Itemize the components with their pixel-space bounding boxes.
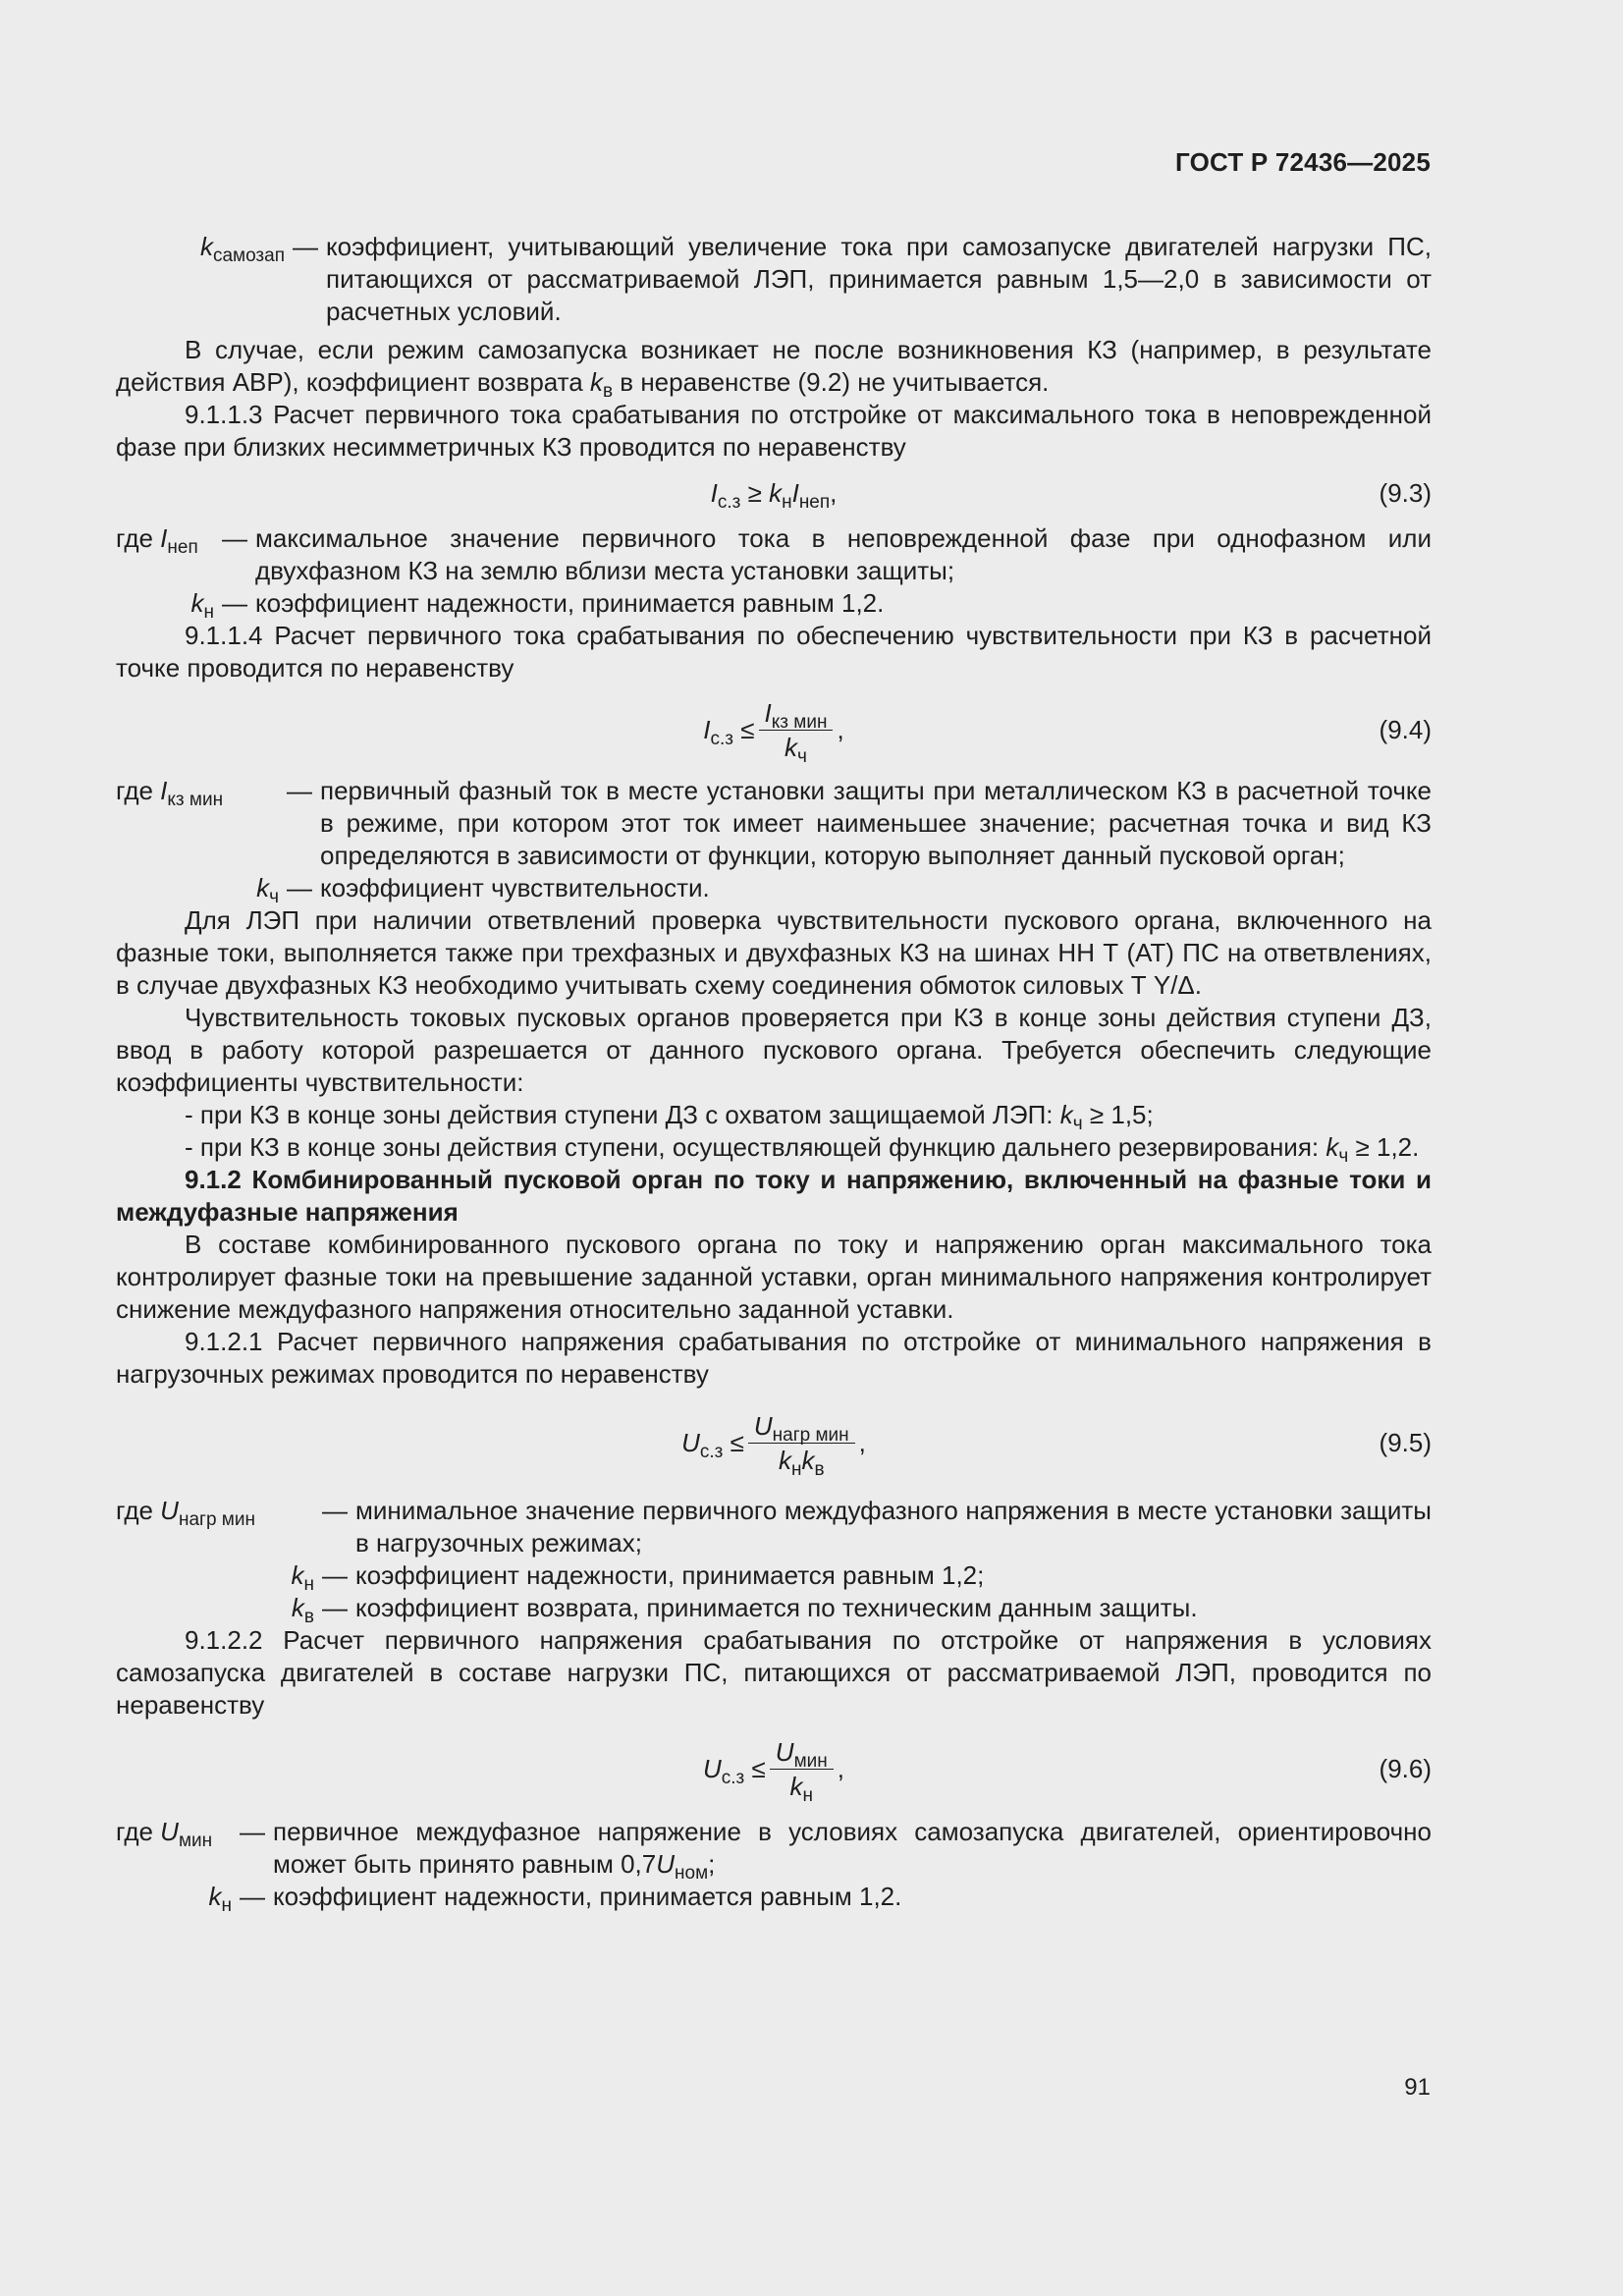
fraction: $\frac{U_{нагр мин}}{k_нk_в}$ [748,1411,855,1475]
list-item-1: - при КЗ в конце зоны действия ступени ДЗ с охватом защищаемой ЛЭП: $k_ч \ge 1,5$; [185,1100,1154,1134]
definition-u-min: где $U_{мин}$ — первичное междуфазное напряжение в условиях самозапуска двигателей, ориентировочно может быть принято равным $0,7U_{ном}$; [116,1817,1432,1884]
paragraph-9-1-2-2: 9.1.2.2 Расчет первичного напряжения срабатывания по отстройке от напряжения в условиях самозапуска двигателей в составе нагрузки ПС, питающихся от рассматриваемой ЛЭП, проводится по неравенству [116,1625,1432,1720]
formula-9-4: $I_{с.з}$ ≤ $\frac{I_{кз мин}}{k_ч}$ , (9.4) [703,697,1432,767]
list-item-2: - при КЗ в конце зоны действия ступени, осуществляющей функцию дальнего резервирования: $k_ч \ge 1,2$. [185,1132,1420,1167]
term: $k_{самозап}$ [199,232,285,266]
definition-k-ch: $k_ч$ — коэффициент чувствительности. [256,873,710,907]
formula-9-6: $U_{с.з}$ ≤ $\frac{U_{мин}}{k_н}$ , (9.6) [703,1736,1432,1806]
paragraph-avr: В случае, если режим самозапуска возникает не после возникновения КЗ (например, в результате действия АВР), коэффициент возврата $k_в$ в неравенстве (9.2) не учитывается. [116,335,1432,402]
page-content [116,231,1432,1916]
definition-u-nagr-min: где $U_{нагр мин}$ — минимальное значение первичного междуфазного напряжения в месте установки защиты в нагрузочных режимах; [116,1496,1432,1558]
definition-k-n: $k_н$ — коэффициент надежности, принимается равным 1,2. [190,588,885,623]
formula-number: (9.6) [1379,1753,1432,1783]
formula-number: (9.3) [1379,477,1432,508]
definition-k-samozap: $k_{самозап}$ — коэффициент, учитывающий увеличение тока при самозапуске двигателей нагрузки ПС, питающихся от рассматриваемой ЛЭП, принимается равным 1,5—2,0 в зависимости от расчетных условий. [116,231,1432,328]
definition-i-nep: где $I_{неп}$ — максимальное значение первичного тока в неповрежденной фазе при однофазном или двухфазном КЗ на землю вблизи места установки защиты; [116,523,1432,585]
definition-k-n-2: $k_н$ — коэффициент надежности, принимается равным 1,2; [291,1560,985,1595]
formula-number: (9.4) [1379,714,1432,744]
formula-number: (9.5) [1379,1427,1432,1457]
fraction: $\frac{U_{мин}}{k_н}$ [770,1737,834,1801]
page-number: 91 [1404,2074,1431,2101]
document-header: ГОСТ Р 72436—2025 [1175,147,1431,177]
section-heading-9-1-2: 9.1.2 Комбинированный пусковой орган по току и напряжению, включенный на фазные токи и междуфазные напряжения [116,1165,1432,1227]
fraction: $\frac{I_{кз мин}}{k_ч}$ [759,698,834,762]
paragraph-combo: В составе комбинированного пускового органа по току и напряжению орган максимального тока контролирует фазные токи на превышение заданной уставки, орган минимального напряжения контролирует снижение междуфазного напряжения относительно заданной уставки. [116,1230,1432,1324]
paragraph-sensitivity: Чувствительность токовых пусковых органов проверяется при КЗ в конце зоны действия ступени ДЗ, ввод в работу которой разрешается от данного пускового органа. Требуется обеспечить следующие коэффициенты чувствительности: [116,1003,1432,1097]
definition-k-v: $k_в$ — коэффициент возврата, принимается по техническим данным защиты. [291,1593,1198,1627]
formula-9-5: $U_{с.з}$ ≤ $\frac{U_{нагр мин}}{k_нk_в}$ , (9.5) [681,1410,1432,1480]
definition-i-kz-min: где $I_{кз мин}$ — первичный фазный ток в месте установки защиты при металлическом КЗ в расчетной точке в режиме, при котором этот ток имеет наименьшее значение; расчетная точка и вид КЗ определяются в зависимости от функции, которую выполняет данный пусковой орган; [116,776,1432,870]
formula-9-3: $I_{с.з} \ge k_нI_{неп}$, (9.3) [710,477,1432,513]
definition-k-n-3: $k_н$ — коэффициент надежности, принимается равным 1,2. [208,1882,902,1916]
paragraph-9-1-1-4: 9.1.1.4 Расчет первичного тока срабатывания по обеспечению чувствительности при КЗ в расчетной точке проводится по неравенству [116,621,1432,683]
paragraph-9-1-1-3: 9.1.1.3 Расчет первичного тока срабатывания по отстройке от максимального тока в неповрежденной фазе при близких несимметричных КЗ проводится по неравенству [116,400,1432,462]
paragraph-9-1-2-1: 9.1.2.1 Расчет первичного напряжения срабатывания по отстройке от минимального напряжения в нагрузочных режимах проводится по неравенству [116,1327,1432,1389]
paragraph-lep: Для ЛЭП при наличии ответвлений проверка чувствительности пускового органа, включенного на фазные токи, выполняется также при трехфазных и двухфазных КЗ на шинах НН Т (АТ) ПС на ответвлениях, в случае двухфазных КЗ необходимо учитывать схему соединения обмоток силовых Т Y/Δ. [116,905,1432,1000]
